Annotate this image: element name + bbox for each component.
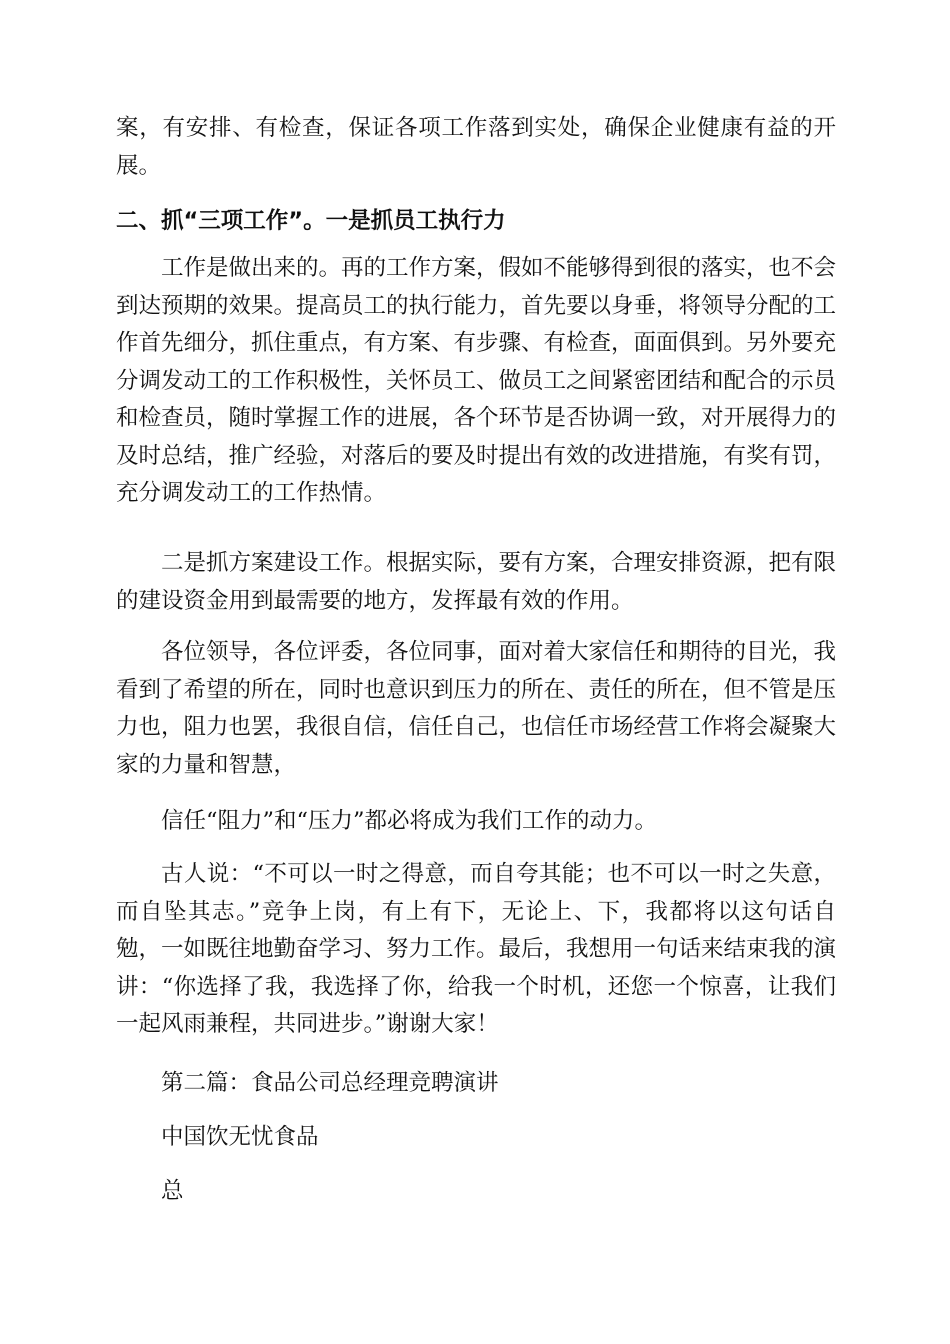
paragraph-closing: 古人说：“不可以一时之得意，而自夸其能；也不可以一时之失意，而自坠其志。”竞争上岗，有上有下，无论上、下，我都将以这句话自勉，一如既往地勤奋学习、努力工作。最后，我想用一句话来结束我的演讲：“你选择了我，我选择了你，给我一个时机，还您一个惊喜，让我们一起风雨兼程，共同进步。”谢谢大家！ [116, 861, 837, 1037]
paragraph-second-article-title: 第二篇：食品公司总经理竞聘演讲 [161, 1070, 499, 1096]
paragraph-address-audience: 各位领导，各位评委，各位同事，面对着大家信任和期待的目光，我看到了希望的所在，同时也意识到压力的所在、责任的所在，但不管是压力也，阻力也罢，我很自信，信任自己，也信任市场经营工作将会凝聚大家的力量和智慧， [116, 639, 837, 778]
paragraph-trust: 信任“阻力”和“压力”都必将成为我们工作的动力。 [161, 808, 658, 834]
paragraph-company-name: 中国饮无忧食品 [161, 1124, 319, 1150]
continuation-paragraph: 案，有安排、有检查，保证各项工作落到实处，确保企业健康有益的开展。 [116, 115, 836, 179]
paragraph-fragment: 总 [161, 1178, 184, 1204]
paragraph-plan-construction: 二是抓方案建设工作。根据实际，要有方案，合理安排资源，把有限的建设资金用到最需要的地方，发挥最有效的作用。 [116, 550, 837, 614]
section-heading: 二、抓“三项工作”。一是抓员工执行力 [116, 208, 506, 234]
paragraph-execution: 工作是做出来的。再的工作方案，假如不能够得到很的落实，也不会到达预期的效果。提高员工的执行能力，首先要以身垂，将领导分配的工作首先细分，抓住重点，有方案、有步骤、有检查，面面俱到。另外要充分调发动工的工作积极性，关怀员工、做员工之间紧密团结和配合的示员和检查员，随时掌握工作的进展，各个环节是否协调一致，对开展得力的及时总结，推广经验，对落后的要及时提出有效的改进措施，有奖有罚，充分调发动工的工作热情。 [116, 255, 837, 506]
